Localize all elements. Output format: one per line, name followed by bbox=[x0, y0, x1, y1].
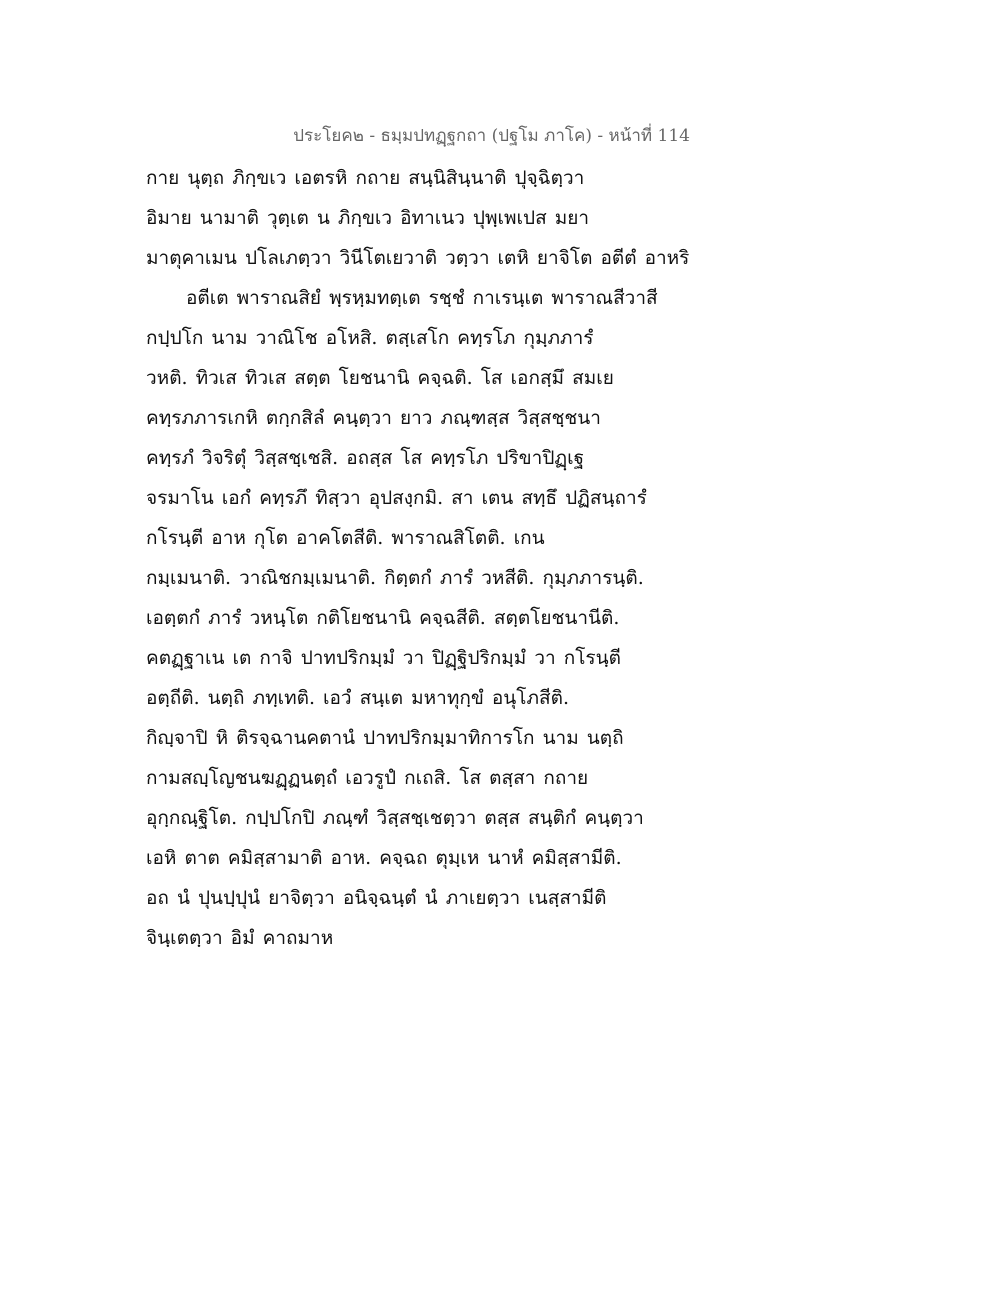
text-line: กาย นุตฺถ ภิกฺขเว เอตรหิ กถาย สนฺนิสินฺนาติ ปุจฺฉิตฺวา bbox=[146, 167, 585, 189]
text-line: จินฺเตตฺวา อิมํ คาถมาห bbox=[146, 927, 334, 949]
text-line: อตฺถีติ. นตฺถิ ภทฺเทติ. เอวํ สนฺเต มหาทุกฺขํ อนุโภสีติ. bbox=[146, 687, 569, 709]
text-line: อิมาย นามาติ วุตฺเต น ภิกฺขเว อิทาเนว ปุพฺเพเปส มยา bbox=[146, 207, 590, 229]
text-line: วหติ. ทิวเส ทิวเส สตฺต โยชนานิ คจฺฉติ. โส เอกสฺมึ สมเย bbox=[146, 367, 614, 389]
text-line: มาตุคาเมน ปโลเภตฺวา วินีโตเยวาติ วตฺวา เตหิ ยาจิโต อตีตํ อาหริ bbox=[146, 247, 690, 269]
text-line: กามสญฺโญชนฆฏฺฏนตฺถํ เอวรูปํ กเถสิ. โส ตสฺสา กถาย bbox=[146, 767, 589, 789]
text-line: เอตฺตกํ ภารํ วหนฺโต กติโยชนานิ คจฺฉสีติ. สตฺตโยชนานีติ. bbox=[146, 607, 620, 629]
paragraph-start-line: อตีเต พาราณสิยํ พฺรหฺมทตฺเต รชฺชํ กาเรนฺเต พาราณสีวาสี bbox=[186, 287, 658, 309]
text-line: อถ นํ ปุนปฺปุนํ ยาจิตฺวา อนิจฺฉนฺตํ นํ ภาเยตฺวา เนสฺสามีติ bbox=[146, 887, 607, 909]
running-header: ประโยค๒ - ธมฺมปทฏฺฐกถา (ปฐโม ภาโค) - หน้าที่ 114 bbox=[293, 126, 690, 146]
text-line: อุกฺกณฺฐิโต. กปฺปโกปิ ภณฺฑํ วิสฺสชฺเชตฺวา ตสฺส สนฺติกํ คนฺตฺวา bbox=[146, 807, 644, 829]
text-line: กิญฺจาปิ หิ ติรจฺฉานคตานํ ปาทปริกมฺมาทิการโก นาม นตฺถิ bbox=[146, 727, 624, 749]
body-text bbox=[146, 158, 726, 958]
text-line: กปฺปโก นาม วาณิโช อโหสิ. ตสฺเสโก คทฺรโภ กุมฺภภารํ bbox=[146, 327, 594, 349]
text-line: คทฺรภภารเกหิ ตกฺกสิลํ คนฺตฺวา ยาว ภณฺฑสฺส วิสฺสชฺชนา bbox=[146, 407, 601, 429]
text-line: คทฺรภํ วิจริตุํ วิสฺสชฺเชสิ. อถสฺส โส คทฺรโภ ปริขาปิฏฺเฐ bbox=[146, 447, 585, 469]
text-line: เอหิ ตาต คมิสฺสามาติ อาห. คจฺฉถ ตุมฺเห นาหํ คมิสฺสามีติ. bbox=[146, 847, 622, 869]
text-line: คตฏฺฐาเน เต กาจิ ปาทปริกมฺมํ วา ปิฏฺฐิปริกมฺมํ วา กโรนฺตี bbox=[146, 647, 621, 669]
text-line: กโรนฺตี อาห กุโต อาคโตสีติ. พาราณสิโตติ. เกน bbox=[146, 527, 545, 549]
text-line: จรมาโน เอกํ คทฺรภึ ทิสฺวา อุปสงฺกมิ. สา เตน สทฺธึ ปฏิสนฺถารํ bbox=[146, 487, 647, 509]
text-line: กมฺเมนาติ. วาณิชกมฺเมนาติ. กิตฺตกํ ภารํ วหสีติ. กุมฺภภารนฺติ. bbox=[146, 567, 644, 589]
